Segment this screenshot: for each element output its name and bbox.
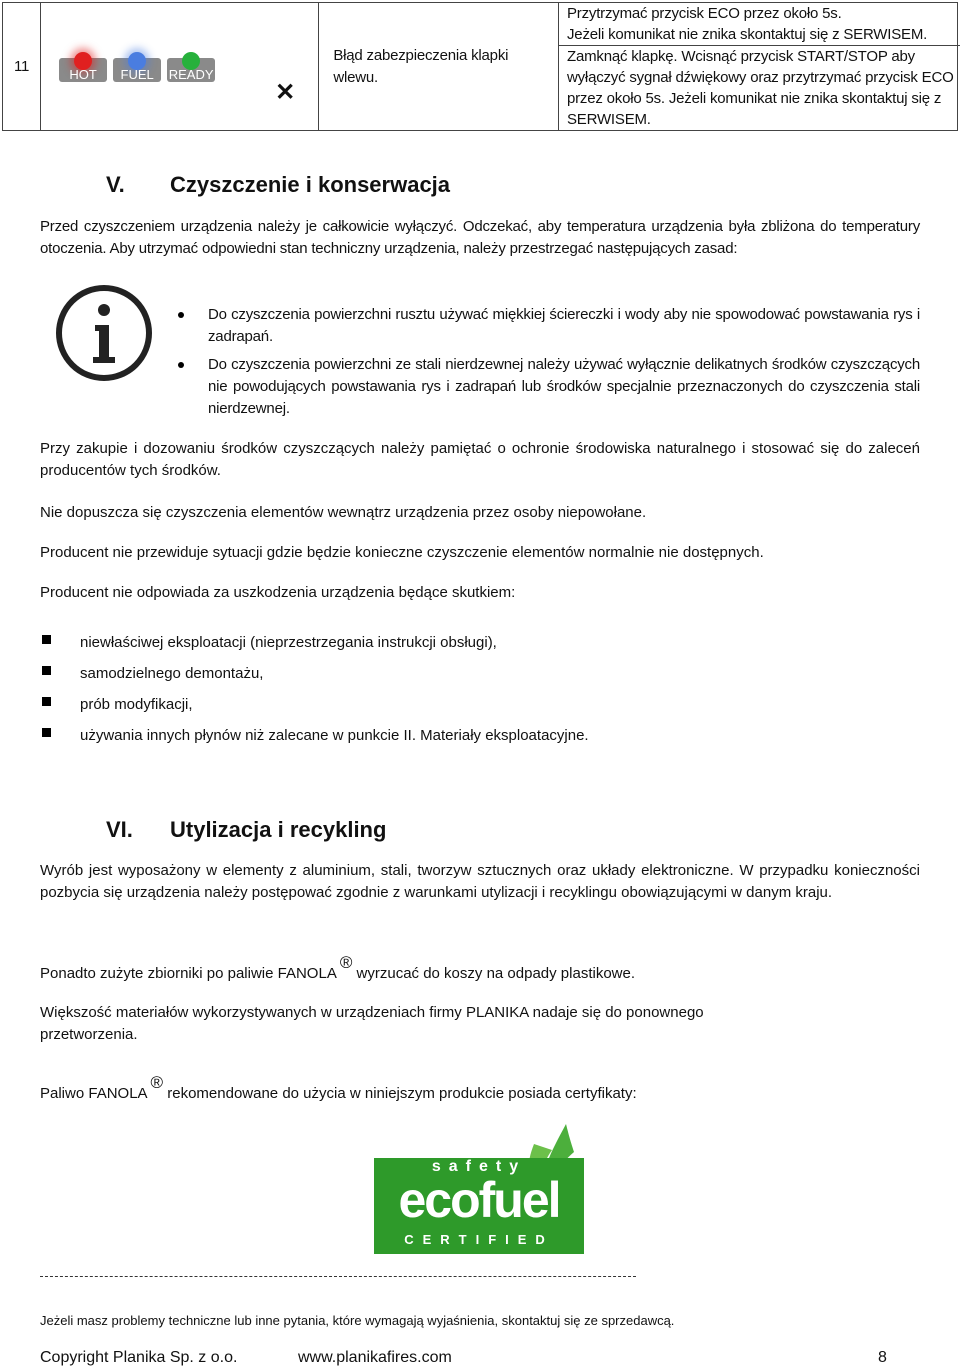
footer-note: Jeżeli masz problemy techniczne lub inne pytania, które wymagają wyjaśnienia, skontaktuj się ze sprzedawcą. [40, 1313, 675, 1328]
rule-bullet-1 [178, 312, 184, 318]
section5-p1: Przy zakupie i dozowaniu środków czyszczących należy pamiętać o ochronie środowiska naturalnego i stosować się do zaleceń producentów tych środków. [40, 440, 920, 479]
off-symbol-icon: ✕ [275, 78, 296, 106]
instruction-2: Jeżeli komunikat nie znika skontaktuj się z SERWISEM. [567, 26, 928, 43]
section6-number: VI. [106, 817, 133, 842]
instruction-3: Zamknąć klapkę. Wcisnąć przycisk START/STOP aby wyłączyć sygnał dźwiękowy oraz przytrzymać przycisk ECO przez około 5s. Jeżeli komunikat nie znika skontaktuj się z SERWISEM. [559, 45, 960, 130]
row-number [3, 3, 41, 131]
list-item: używania innych płynów niż zalecane w punkcie II. Materiały eksploatacyjne. [80, 727, 589, 744]
list-item: samodzielnego demontażu, [80, 665, 264, 682]
section5-number: V. [106, 172, 125, 197]
rule-2: Do czyszczenia powierzchni ze stali nierdzewnej należy używać wyłącznie delikatnych środków czyszczących nie powodujących powstawania rys i zadrapań lub środków specjalnie przeznaczonych do czyszczenia stali nierdzewnej. [208, 356, 920, 417]
section5-p3: Producent nie przewiduje sytuacji gdzie będzie konieczne czyszczenie elementów normalnie nie dostępnych. [40, 544, 764, 561]
ready-led [167, 58, 215, 82]
rule-1: Do czyszczenia powierzchni rusztu używać miękkiej ściereczki i wody aby nie spowodować powstawania rys i zadrapań. [208, 306, 920, 345]
section5-title: Czyszczenie i konserwacja [170, 172, 451, 197]
section6-p1: Wyrób jest wyposażony w elementy z aluminium, stali, tworzyw sztucznych oraz układy elektroniczne. W przypadku konieczności pozbycia się urządzenia należy postępować zgodnie z warunkami utylizacji i recyklingu obowiązującymi w danym kraju. [40, 862, 920, 901]
footer-website[interactable]: www.planikafires.com [298, 1349, 452, 1366]
list-bullet-3 [42, 697, 51, 706]
list-bullet-4 [42, 728, 51, 737]
hot-led [59, 58, 107, 82]
instruction-1: Przytrzymać przycisk ECO przez około 5s. [567, 5, 842, 22]
registered-icon: ® [150, 1073, 164, 1092]
instructions-cell [559, 3, 958, 131]
ecofuel-logo [374, 1120, 584, 1254]
section5-intro: Przed czyszczeniem urządzenia należy je całkowicie wyłączyć. Odczekać, aby temperatura urządzenia była zbliżona do temperatury otoczenia. Aby utrzymać odpowiedni stan techniczny urządzenia, należy przestrzegać następujących zasad: [40, 218, 920, 257]
list-bullet-2 [42, 666, 51, 675]
page-number: 8 [878, 1349, 887, 1366]
row-number-text: 11 [13, 57, 30, 75]
footer-copyright: Copyright Planika Sp. z o.o. [40, 1349, 238, 1366]
list-item: niewłaściwej eksploatacji (nieprzestrzegania instrukcji obsługi), [80, 634, 497, 651]
logo-main-text: ecofuel [398, 1172, 560, 1228]
list-item: prób modyfikacji, [80, 696, 193, 713]
logo-bottom-text: CERTIFIED [404, 1232, 554, 1247]
fuel-led [113, 58, 161, 82]
section5-p2: Nie dopuszcza się czyszczenia elementów wewnątrz urządzenia przez osoby niepowołane. [40, 504, 647, 521]
hot-led-label: HOT [69, 66, 97, 82]
list-bullet-1 [42, 635, 51, 644]
led-cell [41, 3, 319, 131]
registered-icon: ® [339, 953, 353, 972]
error-table [2, 2, 958, 131]
section6-title: Utylizacja i recykling [170, 817, 387, 842]
ready-led-label: READY [168, 66, 214, 82]
section6-p2: Ponadto zużyte zbiorniki po paliwie FANOLA® wyrzucać do koszy na odpady plastikowe. [40, 953, 636, 982]
info-icon [54, 283, 154, 383]
logo-top-text: safety [431, 1158, 527, 1175]
section5-p4: Producent nie odpowiada za uszkodzenia urządzenia będące skutkiem: [40, 584, 516, 601]
footer-divider [40, 1276, 636, 1277]
section6-p4: Paliwo FANOLA® rekomendowane do użycia w niniejszym produkcie posiada certyfikaty: [40, 1073, 637, 1102]
rule-bullet-2 [178, 362, 184, 368]
error-text: Błąd zabezpieczenia klapki wlewu. [333, 46, 509, 86]
section6-p3: Większość materiałów wykorzystywanych w urządzeniach firmy PLANIKA nadaje się do ponownego przetworzenia. [40, 1004, 704, 1043]
fuel-led-label: FUEL [120, 66, 154, 82]
error-cell [319, 3, 559, 131]
